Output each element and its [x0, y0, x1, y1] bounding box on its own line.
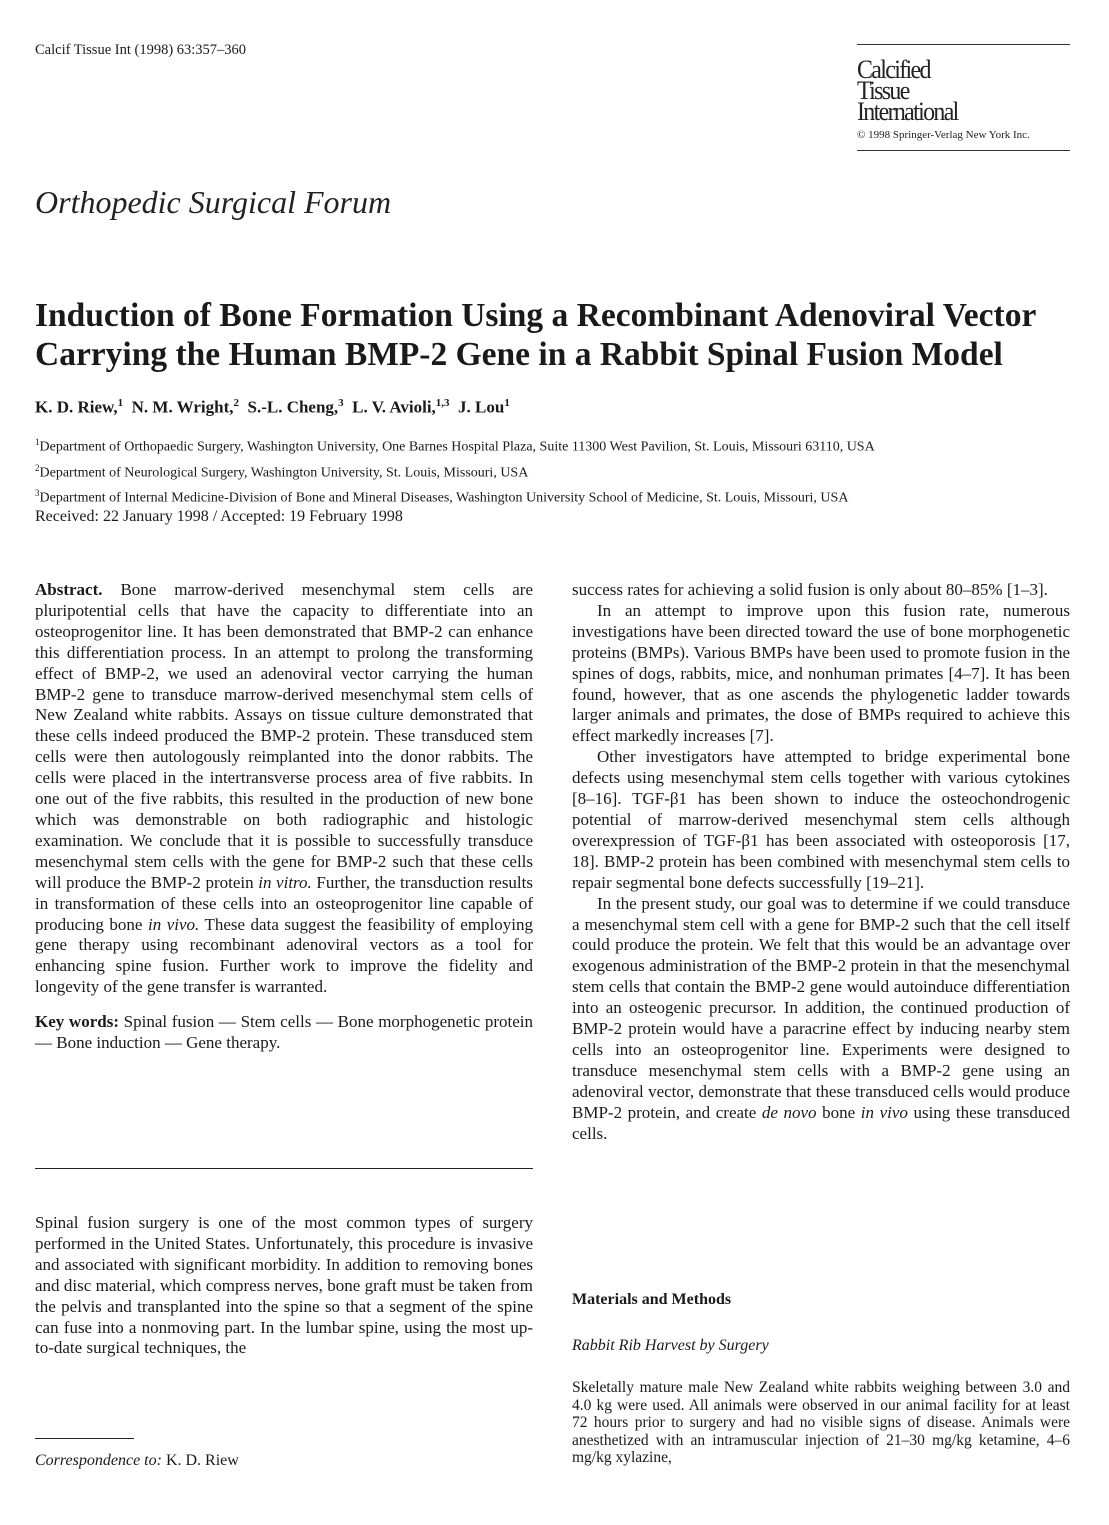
affiliation-text: Department of Neurological Surgery, Washington University, St. Louis, Missouri, USA [39, 465, 529, 481]
section-label: Orthopedic Surgical Forum [35, 184, 392, 220]
correspondence-note [35, 1452, 239, 1470]
logo-line-3: International [857, 97, 958, 126]
intro-right-column [572, 580, 1070, 1144]
correspondence-label: Correspondence to: [35, 1452, 162, 1469]
author-affil-sup: 1,3 [435, 397, 450, 409]
author-affil-sup: 1 [504, 397, 510, 409]
author-affil-sup: 1 [117, 397, 124, 409]
author-affil-sup: 3 [338, 397, 344, 409]
keywords-label: Key words: [35, 1012, 119, 1032]
affiliation-sup: 1 [35, 437, 40, 447]
abstract-emphasis: in vitro. [258, 872, 312, 892]
author-name: L. V. Avioli, [352, 397, 436, 417]
author-name: N. M. Wright, [131, 397, 234, 417]
abstract-text: Bone marrow-derived mesenchymal stem cells are pluripotential cells that have the capacity to differentiate into an osteoprogenitor line. It has been demonstrated that BMP-2 can enhance this differentiation process. In an attempt to prolong the transforming effect of BMP-2, we used an adenoviral vector carrying the human BMP-2 gene to transduce marrow-derived mesenchymal stem cells of New Zealand white rabbits. Assays on tissue culture demonstrated that these cells indeed produced the BMP-2 protein. These transduced stem cells were then autologously reimplanted into the donor rabbits. The cells were placed in the intertransverse process area of five rabbits. In one out of the five rabbits, this resulted in the production of new bone which was demonstrable on both radiographic and histologic examination. We conclude that it is possible to successfully transduce mesenchymal stem cells with the gene for BMP-2 such that these cells will produce the BMP-2 protein [35, 580, 533, 892]
abstract-block [35, 580, 533, 1054]
journal-logo [857, 44, 1070, 151]
methods-paragraph [572, 1379, 1070, 1467]
affiliation-item [35, 458, 875, 484]
body-text: bone [816, 1102, 861, 1122]
abstract-divider [35, 1168, 533, 1169]
affiliations [35, 432, 875, 509]
footnote-divider [35, 1438, 134, 1439]
body-paragraph [572, 894, 1070, 1145]
journal-citation: Calcif Tissue Int (1998) 63:357–360 [35, 42, 247, 58]
body-paragraph: In an attempt to improve upon this fusion rate, numerous investigations have been directed toward the use of bone morphogenetic proteins (BMPs). Various BMPs have been used to promote fusion in the spines of dogs, rabbits, mice, and nonhuman primates [4–7]. It has been found, however, that as one ascends the phylogenetic ladder towards larger animals and primates, the dose of BMPs required to achieve this effect markedly increases [7]. [572, 600, 1070, 746]
copyright-notice: © 1998 Springer-Verlag New York Inc. [857, 129, 1030, 141]
article-title: Induction of Bone Formation Using a Recombinant Adenoviral Vector Carrying the Human BMP-2 Gene in a Rabbit Spinal Fusion Model [35, 297, 1036, 373]
subsection-heading: Rabbit Rib Harvest by Surgery [572, 1337, 769, 1354]
body-paragraph: success rates for achieving a solid fusion is only about 80–85% [1–3]. [572, 580, 1048, 599]
logo-line-1: Calcified [857, 55, 930, 84]
affiliation-item [35, 432, 875, 458]
author-affil-sup: 2 [233, 397, 239, 409]
logo-line-2: Tissue [857, 76, 909, 105]
author-name: J. Lou [458, 397, 505, 417]
author-list [35, 397, 510, 418]
abstract-emphasis: in vivo. [147, 914, 200, 934]
body-paragraph: Other investigators have attempted to bridge experimental bone defects using mesenchymal stem cells together with various cytokines [8–16]. TGF-β1 has been shown to induce the osteochondrogenic potential of marrow-derived mesenchymal stem cells although overexpression of TGF-β1 has been associated with osteoporosis [17, 18]. BMP-2 protein has been combined with mesenchymal stem cells to repair segmental bone defects successfully [19–21]. [572, 747, 1070, 892]
methods-text: Skeletally mature male New Zealand white rabbits weighing between 3.0 and 4.0 kg were used. All animals were observed in our animal facility for at least 72 hours prior to surgery and had no visible signs of disease. Animals were anesthetized with an intramuscular injection of 21–30 mg/kg ketamine, 4–6 mg/kg xylazine, [572, 1379, 1070, 1467]
intro-left-column [35, 1213, 533, 1359]
section-heading: Materials and Methods [572, 1291, 732, 1308]
keywords-text: Spinal fusion — Stem cells — Bone morphogenetic protein — Bone induction — Gene therapy. [35, 1012, 533, 1053]
affiliation-text: Department of Orthopaedic Surgery, Washington University, One Barnes Hospital Plaza, Suite 11300 West Pavilion, St. Louis, Missouri 63110, USA [39, 439, 875, 455]
author-name: S.-L. Cheng, [247, 397, 339, 417]
author-name: K. D. Riew, [35, 397, 118, 417]
body-text: In the present study, our goal was to determine if we could transduce a mesenchymal stem cell with a gene for BMP-2 such that the cell itself could produce the protein. We felt that this would be an advantage over exogenous administration of the BMP-2 protein in that the mesenchymal stem cells that contain the BMP-2 gene would autoinduce differentiation into an osteogenic precursor. In addition, the continued production of BMP-2 protein would have a paracrine effect by inducing nearby stem cells into an osteoprogenitor line. Experiments were designed to transduce mesenchymal stem cells with a BMP-2 gene using an adenoviral vector, demonstrate that these transduced cells would produce BMP-2 protein, and create [572, 893, 1070, 1122]
affiliation-item [35, 483, 875, 509]
intro-paragraph: Spinal fusion surgery is one of the most common types of surgery performed in the United States. Unfortunately, this procedure is invasive and associated with significant morbidity. In addition to removing bones and disc material, which compress nerves, bone graft must be taken from the pelvis and transplanted into the spine so that a segment of the spine can fuse into a nonmoving part. In the lumbar spine, using the most up-to-date surgical techniques, the [35, 1213, 533, 1358]
abstract-text: Further, the transduction results in transformation of these cells into an osteoprogenitor line capable of producing bone [35, 872, 533, 934]
abstract-label: Abstract. [35, 580, 103, 599]
received-dates: Received: 22 January 1998 / Accepted: 19 February 1998 [35, 508, 403, 525]
body-emphasis: de novo [761, 1102, 817, 1122]
keywords-paragraph [35, 1012, 533, 1054]
body-text: using these transduced cells. [572, 1102, 1071, 1143]
body-emphasis: in vivo [860, 1102, 908, 1122]
correspondence-name: K. D. Riew [161, 1452, 239, 1469]
affiliation-text: Department of Internal Medicine-Division of Bone and Mineral Diseases, Washington University School of Medicine, St. Louis, Missouri, USA [39, 490, 849, 506]
abstract-text: These data suggest the feasibility of employing gene therapy using recombinant adenoviral vectors as a tool for enhancing spine fusion. Further work to improve the fidelity and longevity of the gene transfer is warranted. [35, 914, 533, 997]
affiliation-sup: 3 [35, 488, 40, 499]
abstract-paragraph [35, 580, 533, 998]
affiliation-sup: 2 [35, 462, 40, 473]
